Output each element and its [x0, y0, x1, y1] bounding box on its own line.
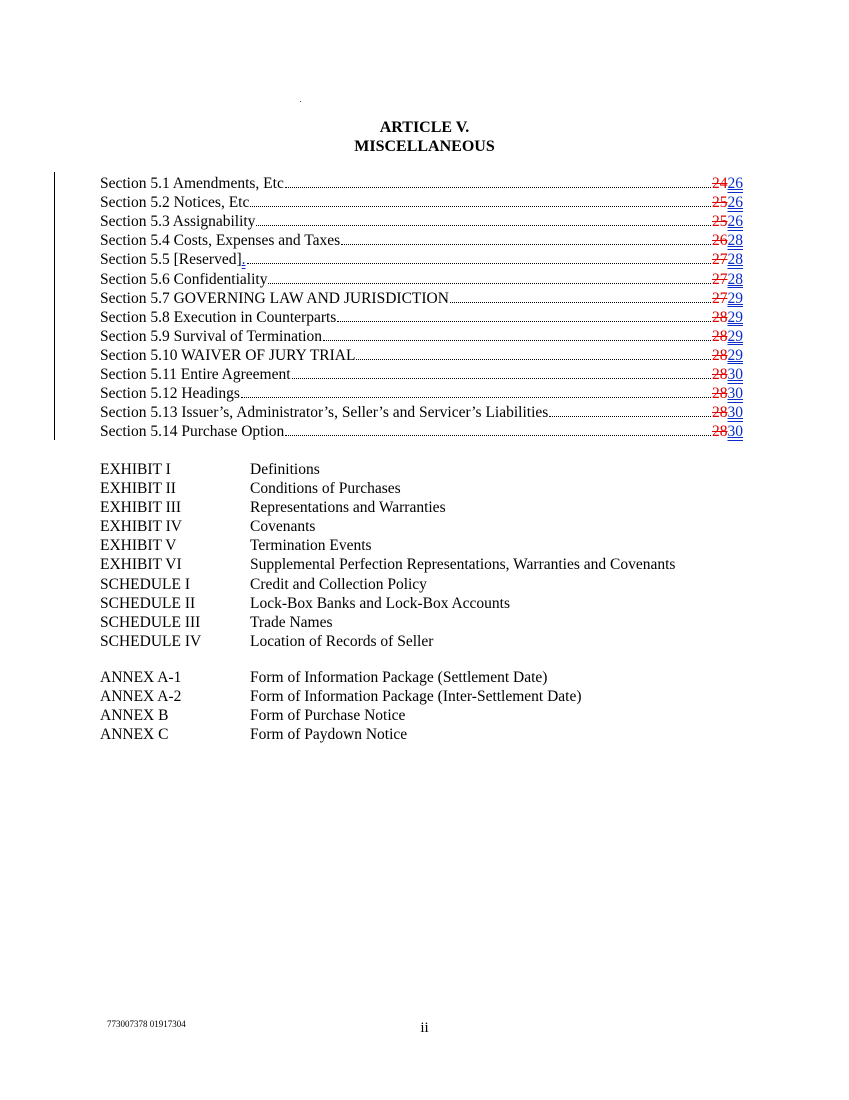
dot-leader [337, 321, 711, 322]
deleted-page-number: 27 [712, 251, 728, 269]
toc-page-ref [712, 423, 743, 440]
toc-page-ref [712, 232, 743, 249]
deleted-page-number: 28 [712, 327, 728, 345]
inserted-page-number: 30 [727, 423, 743, 441]
attachment-code: ANNEX B [100, 707, 169, 725]
toc-page-ref [712, 290, 743, 307]
toc-entry-label: Section 5.2 Notices, Etc [100, 194, 250, 212]
toc-entry[interactable] [100, 364, 743, 383]
attachment-code: ANNEX A-2 [100, 688, 182, 706]
toc-page-ref [712, 347, 743, 364]
toc-entry[interactable] [100, 268, 743, 287]
inserted-page-number: 30 [727, 366, 743, 384]
attachment-code: SCHEDULE III [100, 613, 201, 631]
toc-page-ref [712, 213, 743, 230]
toc-entry[interactable] [100, 326, 743, 345]
toc-entry[interactable] [100, 345, 743, 364]
deleted-page-number: 24 [712, 175, 728, 193]
toc-page-ref [712, 385, 743, 402]
toc-entry[interactable] [100, 249, 743, 268]
toc-entry-label: Section 5.11 Entire Agreement [100, 366, 291, 384]
attachment-title: Trade Names [250, 613, 333, 631]
exhibits-schedules-list [100, 460, 800, 651]
toc-entry-label: Section 5.9 Survival of Termination [100, 327, 323, 345]
inserted-page-number: 28 [727, 232, 743, 250]
dot-leader [323, 340, 711, 341]
attachment-code: SCHEDULE II [100, 594, 196, 612]
attachment-title: Form of Information Package (Inter-Settlement Date) [250, 688, 582, 706]
inserted-page-number: 26 [727, 194, 743, 212]
inserted-page-number: 26 [727, 213, 743, 231]
deleted-page-number: 28 [712, 308, 728, 326]
toc-page-ref [712, 175, 743, 192]
toc-entry[interactable] [100, 230, 743, 249]
toc-page-ref [712, 251, 743, 268]
document-id: 773007378 01917304 [107, 1019, 186, 1029]
toc-entry[interactable] [100, 211, 743, 230]
toc-entry-label: Section 5.6 Confidentiality [100, 270, 268, 288]
attachment-code: EXHIBIT II [100, 480, 176, 498]
table-of-contents [100, 173, 743, 440]
attachment-title: Credit and Collection Policy [250, 575, 427, 593]
annex-entry [100, 687, 800, 706]
inserted-page-number: 29 [727, 327, 743, 345]
dot-leader [268, 283, 711, 284]
exhibit-entry [100, 536, 800, 555]
inserted-page-number: 30 [727, 385, 743, 403]
toc-entry-label: Section 5.8 Execution in Counterparts [100, 308, 337, 326]
toc-page-ref [712, 271, 743, 288]
attachment-title: Location of Records of Seller [250, 632, 434, 650]
annex-entry [100, 706, 800, 725]
deleted-page-number: 28 [712, 366, 728, 384]
toc-page-ref [712, 309, 743, 326]
toc-entry-label: Section 5.4 Costs, Expenses and Taxes [100, 232, 341, 250]
attachment-code: EXHIBIT VI [100, 556, 182, 574]
toc-entry-label: Section 5.1 Amendments, Etc [100, 175, 284, 193]
toc-page-ref [712, 404, 743, 421]
attachment-code: EXHIBIT III [100, 499, 182, 517]
toc-entry-label: Section 5.3 Assignability [100, 213, 256, 231]
attachment-title: Supplemental Perfection Representations, Warranties and Covenants [250, 556, 676, 574]
attachment-title: Lock-Box Banks and Lock-Box Accounts [250, 594, 511, 612]
attachment-code: EXHIBIT V [100, 537, 177, 555]
revision-change-bar [54, 172, 55, 440]
inserted-page-number: 29 [727, 346, 743, 364]
exhibit-entry [100, 460, 800, 479]
page-number: ii [420, 1020, 429, 1036]
exhibit-entry [100, 517, 800, 536]
toc-page-ref [712, 328, 743, 345]
attachment-title: Definitions [250, 461, 320, 478]
attachment-code: ANNEX C [100, 726, 169, 744]
dot-leader [241, 397, 711, 398]
toc-entry[interactable] [100, 307, 743, 326]
dot-leader [341, 244, 711, 245]
article-number: ARTICLE V. [379, 119, 470, 136]
toc-entry-label: Section 5.14 Purchase Option [100, 423, 285, 441]
deleted-page-number: 27 [712, 289, 728, 307]
deleted-page-number: 26 [712, 232, 728, 250]
inserted-page-number: 29 [727, 289, 743, 307]
inserted-page-number: 30 [727, 404, 743, 422]
attachment-title: Form of Paydown Notice [250, 726, 408, 744]
exhibit-entry [100, 613, 800, 632]
dot-leader [285, 435, 711, 436]
inserted-page-number: 28 [727, 270, 743, 288]
attachment-code: EXHIBIT IV [100, 518, 182, 536]
toc-entry-label: Section 5.13 Issuer’s, Administrator’s, Seller’s and Servicer’s Liabilities [100, 404, 549, 422]
dot-leader [450, 302, 711, 303]
attachment-code: SCHEDULE IV [100, 632, 202, 650]
toc-entry[interactable] [100, 402, 743, 421]
article-title: MISCELLANEOUS [354, 138, 495, 155]
annex-entry [100, 725, 800, 744]
deleted-page-number: 25 [712, 213, 728, 231]
dot-leader [250, 206, 711, 207]
exhibit-entry [100, 555, 800, 574]
attachment-title: Representations and Warranties [250, 499, 446, 517]
dot-leader [549, 416, 711, 417]
toc-entry-label: Section 5.12 Headings [100, 385, 240, 403]
exhibit-entry [100, 632, 800, 651]
dot-leader [356, 359, 711, 360]
deleted-page-number: 28 [712, 423, 728, 441]
exhibit-entry [100, 479, 800, 498]
dot-leader [292, 378, 711, 379]
deleted-page-number: 28 [712, 346, 728, 364]
deleted-page-number: 28 [712, 404, 728, 422]
inserted-page-number: 26 [727, 175, 743, 193]
attachment-title: Covenants [250, 518, 316, 536]
toc-page-ref [712, 366, 743, 383]
deleted-page-number: 27 [712, 270, 728, 288]
toc-page-ref [712, 194, 743, 211]
inserted-punctuation: . [241, 251, 246, 269]
toc-entry-label: Section 5.10 WAIVER OF JURY TRIAL [100, 346, 356, 364]
attachment-title: Form of Information Package (Settlement Date) [250, 669, 548, 686]
deleted-page-number: 28 [712, 385, 728, 403]
attachment-code: EXHIBIT I [100, 461, 171, 478]
dot-leader [256, 225, 711, 226]
attachment-title: Conditions of Purchases [250, 480, 401, 498]
toc-entry[interactable] [100, 173, 743, 192]
dot-leader [285, 187, 711, 188]
attachment-code: SCHEDULE I [100, 575, 190, 593]
inserted-page-number: 29 [727, 308, 743, 326]
inserted-page-number: 28 [727, 251, 743, 269]
toc-entry-label: Section 5.7 GOVERNING LAW AND JURISDICTION [100, 289, 449, 307]
toc-entry[interactable] [100, 288, 743, 307]
annexes-list [100, 668, 800, 744]
toc-entry[interactable] [100, 192, 743, 211]
exhibit-entry [100, 498, 800, 517]
toc-entry-label: Section 5.5 [Reserved]. [100, 251, 246, 269]
exhibit-entry [100, 594, 800, 613]
deleted-page-number: 25 [712, 194, 728, 212]
attachment-code: ANNEX A-1 [100, 669, 182, 686]
attachment-title: Form of Purchase Notice [250, 707, 406, 725]
toc-entry[interactable] [100, 421, 743, 440]
dot-leader [247, 263, 712, 264]
toc-entry[interactable] [100, 383, 743, 402]
attachment-title: Termination Events [250, 537, 372, 555]
annex-entry [100, 668, 800, 687]
exhibit-entry [100, 575, 800, 594]
stray-mark [300, 101, 301, 102]
